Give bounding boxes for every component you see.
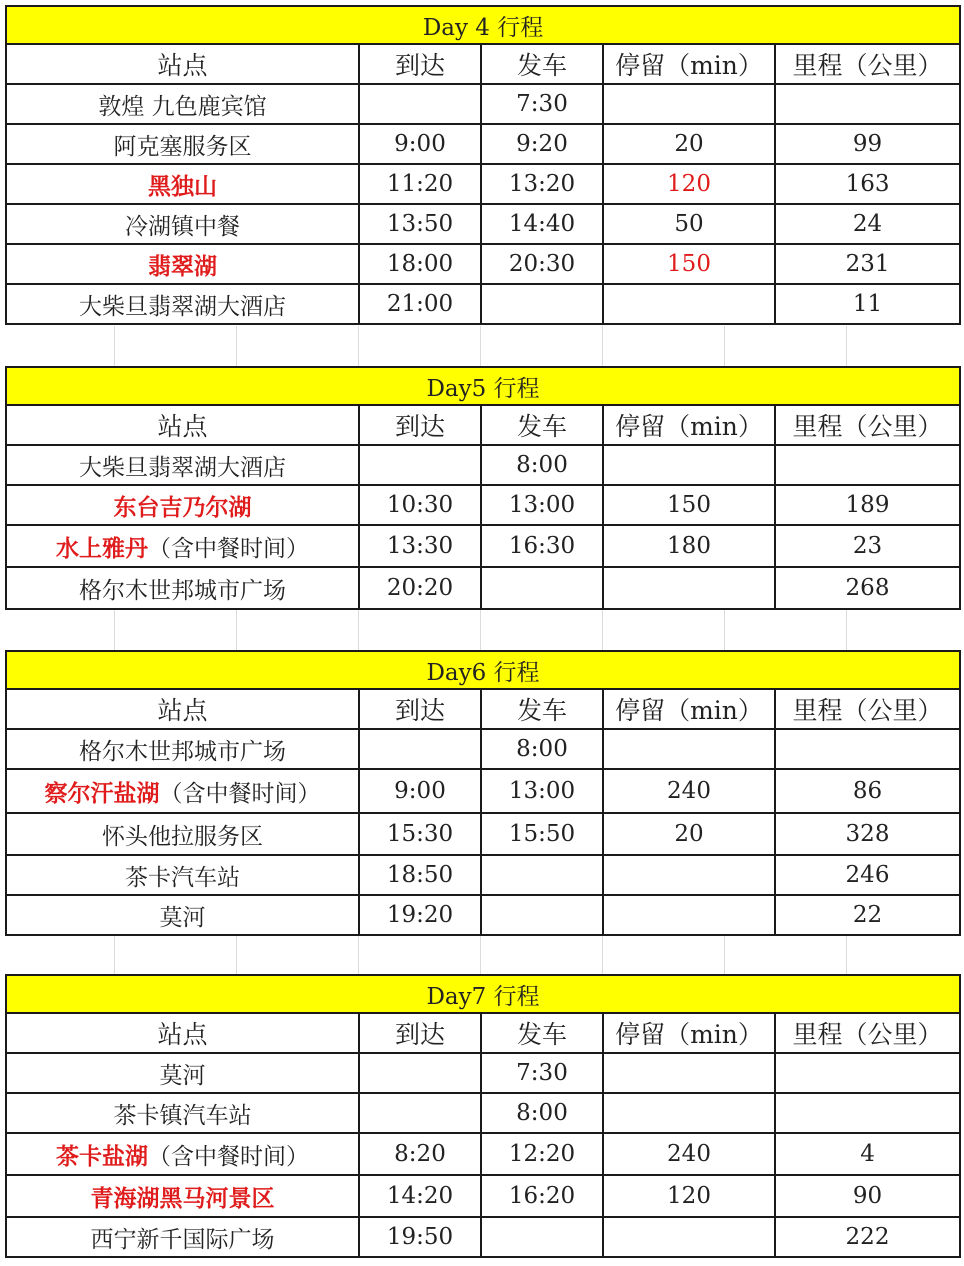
depart-time: 8:00 bbox=[481, 729, 603, 769]
arrive-time: 8:20 bbox=[359, 1133, 481, 1175]
header-station: 站点 bbox=[6, 44, 359, 84]
arrive-time bbox=[359, 445, 481, 485]
title-row bbox=[6, 651, 960, 689]
title-row bbox=[6, 6, 960, 44]
table-row bbox=[6, 284, 960, 324]
table-row bbox=[6, 1093, 960, 1133]
header-arrive: 到达 bbox=[359, 689, 481, 729]
header-distance: 里程（公里） bbox=[775, 44, 960, 84]
itinerary-table bbox=[5, 366, 961, 610]
station-name: 西宁新千国际广场 bbox=[90, 1226, 275, 1253]
distance-km bbox=[775, 445, 960, 485]
day-4-itinerary bbox=[5, 5, 959, 325]
header-depart: 发车 bbox=[481, 44, 603, 84]
spacer-gap bbox=[0, 934, 964, 974]
station-cell bbox=[6, 124, 359, 164]
table-row bbox=[6, 855, 960, 895]
header-station: 站点 bbox=[6, 689, 359, 729]
stay-minutes bbox=[603, 567, 775, 609]
station-name: 东台吉乃尔湖 bbox=[113, 493, 252, 521]
spacer-gap bbox=[0, 326, 964, 366]
depart-time: 8:00 bbox=[481, 445, 603, 485]
table-row bbox=[6, 769, 960, 813]
table-row bbox=[6, 1217, 960, 1257]
stay-minutes bbox=[603, 445, 775, 485]
day-title: Day 4 行程 bbox=[6, 6, 960, 44]
table-row bbox=[6, 124, 960, 164]
arrive-time bbox=[359, 1053, 481, 1093]
station-cell bbox=[6, 84, 359, 124]
arrive-time: 10:30 bbox=[359, 485, 481, 525]
table-row bbox=[6, 895, 960, 935]
arrive-time: 15:30 bbox=[359, 813, 481, 855]
header-arrive: 到达 bbox=[359, 405, 481, 445]
stay-minutes bbox=[603, 84, 775, 124]
station-name: 大柴旦翡翠湖大酒店 bbox=[79, 454, 286, 481]
arrive-time: 14:20 bbox=[359, 1175, 481, 1217]
header-row bbox=[6, 1013, 960, 1053]
station-name: 茶卡镇汽车站 bbox=[113, 1102, 252, 1129]
station-cell bbox=[6, 729, 359, 769]
station-name: 莫河 bbox=[159, 904, 206, 931]
header-station: 站点 bbox=[6, 1013, 359, 1053]
stay-minutes: 20 bbox=[603, 124, 775, 164]
station-cell bbox=[6, 895, 359, 935]
distance-km: 4 bbox=[775, 1133, 960, 1175]
header-distance: 里程（公里） bbox=[775, 1013, 960, 1053]
station-cell bbox=[6, 204, 359, 244]
spacer-gap bbox=[0, 610, 964, 650]
station-note: （含中餐时间） bbox=[159, 780, 321, 807]
depart-time: 13:00 bbox=[481, 485, 603, 525]
distance-km: 222 bbox=[775, 1217, 960, 1257]
arrive-time: 19:50 bbox=[359, 1217, 481, 1257]
station-name: 青海湖黑马河景区 bbox=[90, 1184, 275, 1212]
depart-time: 15:50 bbox=[481, 813, 603, 855]
arrive-time bbox=[359, 84, 481, 124]
table-row bbox=[6, 729, 960, 769]
stay-minutes bbox=[603, 284, 775, 324]
stay-minutes: 50 bbox=[603, 204, 775, 244]
itinerary-table bbox=[5, 650, 961, 936]
station-cell bbox=[6, 244, 359, 284]
table-row bbox=[6, 567, 960, 609]
station-cell bbox=[6, 567, 359, 609]
title-row bbox=[6, 367, 960, 405]
station-name: 怀头他拉服务区 bbox=[102, 823, 263, 850]
stay-minutes: 240 bbox=[603, 1133, 775, 1175]
station-name: 翡翠湖 bbox=[148, 252, 217, 280]
table-row bbox=[6, 813, 960, 855]
station-cell bbox=[6, 1175, 359, 1217]
depart-time: 7:30 bbox=[481, 84, 603, 124]
header-depart: 发车 bbox=[481, 405, 603, 445]
header-stay: 停留（min） bbox=[603, 689, 775, 729]
day-title: Day6 行程 bbox=[6, 651, 960, 689]
day-5-itinerary bbox=[5, 366, 959, 610]
arrive-time: 20:20 bbox=[359, 567, 481, 609]
distance-km bbox=[775, 1093, 960, 1133]
table-row bbox=[6, 1133, 960, 1175]
header-depart: 发车 bbox=[481, 689, 603, 729]
distance-km: 11 bbox=[775, 284, 960, 324]
table-row bbox=[6, 244, 960, 284]
station-name: 阿克塞服务区 bbox=[113, 133, 252, 160]
station-cell bbox=[6, 1053, 359, 1093]
depart-time: 13:00 bbox=[481, 769, 603, 813]
arrive-time: 11:20 bbox=[359, 164, 481, 204]
header-stay: 停留（min） bbox=[603, 1013, 775, 1053]
stay-minutes bbox=[603, 1053, 775, 1093]
table-row bbox=[6, 445, 960, 485]
day-title: Day7 行程 bbox=[6, 975, 960, 1013]
station-name: 茶卡汽车站 bbox=[125, 864, 240, 891]
depart-time: 16:30 bbox=[481, 525, 603, 567]
station-name: 莫河 bbox=[159, 1062, 206, 1089]
table-row bbox=[6, 1053, 960, 1093]
arrive-time: 9:00 bbox=[359, 124, 481, 164]
arrive-time: 9:00 bbox=[359, 769, 481, 813]
header-distance: 里程（公里） bbox=[775, 405, 960, 445]
distance-km: 86 bbox=[775, 769, 960, 813]
stay-minutes bbox=[603, 855, 775, 895]
station-cell bbox=[6, 525, 359, 567]
arrive-time: 18:00 bbox=[359, 244, 481, 284]
station-cell bbox=[6, 485, 359, 525]
station-note: （含中餐时间） bbox=[148, 535, 309, 562]
station-name: 水上雅丹 bbox=[56, 534, 148, 562]
header-arrive: 到达 bbox=[359, 1013, 481, 1053]
day-title: Day5 行程 bbox=[6, 367, 960, 405]
stay-minutes: 20 bbox=[603, 813, 775, 855]
stay-minutes: 240 bbox=[603, 769, 775, 813]
station-name: 敦煌 九色鹿宾馆 bbox=[98, 93, 267, 120]
depart-time: 13:20 bbox=[481, 164, 603, 204]
station-name: 冷湖镇中餐 bbox=[125, 213, 240, 240]
depart-time: 9:20 bbox=[481, 124, 603, 164]
station-name: 察尔汗盐湖 bbox=[44, 779, 160, 807]
table-row bbox=[6, 485, 960, 525]
station-name: 格尔木世邦城市广场 bbox=[79, 738, 286, 765]
station-cell bbox=[6, 769, 359, 813]
station-cell bbox=[6, 1133, 359, 1175]
header-station: 站点 bbox=[6, 405, 359, 445]
distance-km: 23 bbox=[775, 525, 960, 567]
header-arrive: 到达 bbox=[359, 44, 481, 84]
station-cell bbox=[6, 284, 359, 324]
depart-time: 12:20 bbox=[481, 1133, 603, 1175]
station-note: （含中餐时间） bbox=[148, 1143, 309, 1170]
arrive-time: 13:50 bbox=[359, 204, 481, 244]
distance-km: 328 bbox=[775, 813, 960, 855]
distance-km: 99 bbox=[775, 124, 960, 164]
depart-time: 16:20 bbox=[481, 1175, 603, 1217]
depart-time bbox=[481, 895, 603, 935]
header-stay: 停留（min） bbox=[603, 405, 775, 445]
station-name: 格尔木世邦城市广场 bbox=[79, 577, 286, 604]
distance-km bbox=[775, 729, 960, 769]
itinerary-table bbox=[5, 5, 961, 325]
distance-km: 90 bbox=[775, 1175, 960, 1217]
stay-minutes: 180 bbox=[603, 525, 775, 567]
station-name: 茶卡盐湖 bbox=[56, 1142, 148, 1170]
distance-km: 231 bbox=[775, 244, 960, 284]
station-cell bbox=[6, 164, 359, 204]
stay-minutes bbox=[603, 1093, 775, 1133]
distance-km: 268 bbox=[775, 567, 960, 609]
itinerary-table bbox=[5, 974, 961, 1258]
stay-minutes: 120 bbox=[603, 1175, 775, 1217]
station-cell bbox=[6, 813, 359, 855]
arrive-time: 19:20 bbox=[359, 895, 481, 935]
depart-time bbox=[481, 1217, 603, 1257]
stay-minutes: 120 bbox=[603, 164, 775, 204]
station-cell bbox=[6, 445, 359, 485]
day-6-itinerary bbox=[5, 650, 959, 936]
depart-time: 7:30 bbox=[481, 1053, 603, 1093]
table-row bbox=[6, 164, 960, 204]
stay-minutes: 150 bbox=[603, 485, 775, 525]
station-cell bbox=[6, 1093, 359, 1133]
distance-km: 189 bbox=[775, 485, 960, 525]
station-name: 大柴旦翡翠湖大酒店 bbox=[79, 293, 286, 320]
header-row bbox=[6, 405, 960, 445]
day-7-itinerary bbox=[5, 974, 959, 1258]
distance-km: 24 bbox=[775, 204, 960, 244]
station-cell bbox=[6, 1217, 359, 1257]
distance-km: 22 bbox=[775, 895, 960, 935]
header-distance: 里程（公里） bbox=[775, 689, 960, 729]
stay-minutes bbox=[603, 729, 775, 769]
depart-time bbox=[481, 855, 603, 895]
stay-minutes bbox=[603, 895, 775, 935]
depart-time bbox=[481, 567, 603, 609]
depart-time: 14:40 bbox=[481, 204, 603, 244]
header-depart: 发车 bbox=[481, 1013, 603, 1053]
distance-km: 246 bbox=[775, 855, 960, 895]
distance-km bbox=[775, 1053, 960, 1093]
arrive-time: 21:00 bbox=[359, 284, 481, 324]
table-row bbox=[6, 1175, 960, 1217]
depart-time: 8:00 bbox=[481, 1093, 603, 1133]
stay-minutes: 150 bbox=[603, 244, 775, 284]
arrive-time: 13:30 bbox=[359, 525, 481, 567]
arrive-time: 18:50 bbox=[359, 855, 481, 895]
table-row bbox=[6, 84, 960, 124]
station-name: 黑独山 bbox=[148, 172, 217, 200]
arrive-time bbox=[359, 729, 481, 769]
depart-time: 20:30 bbox=[481, 244, 603, 284]
distance-km bbox=[775, 84, 960, 124]
stay-minutes bbox=[603, 1217, 775, 1257]
table-row bbox=[6, 204, 960, 244]
depart-time bbox=[481, 284, 603, 324]
header-row bbox=[6, 44, 960, 84]
header-row bbox=[6, 689, 960, 729]
distance-km: 163 bbox=[775, 164, 960, 204]
arrive-time bbox=[359, 1093, 481, 1133]
title-row bbox=[6, 975, 960, 1013]
header-stay: 停留（min） bbox=[603, 44, 775, 84]
station-cell bbox=[6, 855, 359, 895]
table-row bbox=[6, 525, 960, 567]
